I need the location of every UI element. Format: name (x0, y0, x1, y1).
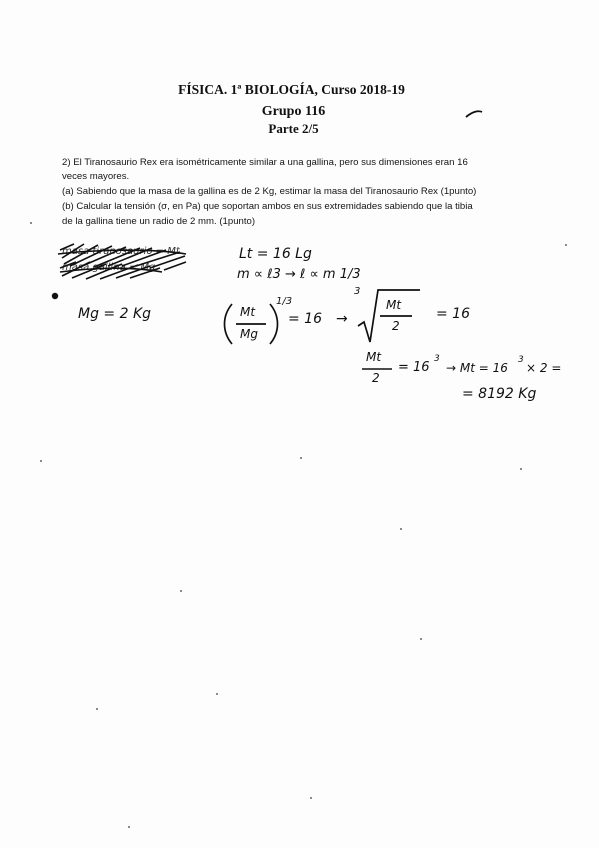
question-intro-line1: 2) El Tiranosaurio Rex era isométricamente similar a una gallina, pero sus dimensiones eran 16 (62, 157, 468, 168)
question-item-b-line2: de la gallina tiene un radio de 2 mm. (1punto) (62, 216, 256, 227)
crossed-out-line1: masa tiranosaurio = Mt (62, 246, 180, 257)
final-exponent-1: 3 (434, 354, 440, 364)
scan-speck (310, 797, 312, 799)
question-intro-line2: veces mayores. (62, 171, 130, 182)
scan-speck (40, 460, 42, 462)
scan-speck (300, 457, 302, 459)
scan-speck (565, 244, 567, 246)
question-item-a: (a) Sabiendo que la masa de la gallina es de 2 Kg, estimar la masa del Tiranosaurio Rex (1punto) (62, 186, 477, 197)
cube-root-equals: = 16 (436, 306, 470, 322)
mass-length-proportionality: m ∝ ℓ3 → ℓ ∝ m 1/3 (237, 267, 361, 282)
question-item-b-line1: (b) Calcular la tensión (σ, en Pa) que soportan ambos en sus extremidades sabiendo que la tibia (62, 201, 473, 212)
part-label: Parte 2/5 (268, 121, 319, 136)
final-denominator: 2 (372, 371, 380, 385)
crossed-out-line2: masa gallina = Mg (62, 262, 156, 273)
scan-speck (30, 222, 32, 224)
scan-speck (520, 468, 522, 470)
crossout-scribble (58, 244, 186, 279)
ratio-numerator: Mt (240, 305, 256, 319)
final-exponent-2: 3 (518, 355, 524, 365)
scan-speck (400, 528, 402, 530)
cube-root-index: 3 (354, 286, 361, 297)
scan-speck (216, 693, 218, 695)
length-relation: Lt = 16 Lg (239, 246, 312, 262)
group-label: Grupo 116 (261, 104, 326, 119)
ratio-denominator: Mg (240, 327, 258, 341)
final-equals-2: → Mt = 16 (446, 361, 508, 375)
scan-speck (96, 708, 98, 710)
final-numerator: Mt (366, 350, 382, 364)
implies-arrow: → (336, 311, 348, 327)
hen-mass: Mg = 2 Kg (78, 306, 152, 322)
scan-speck (180, 590, 182, 592)
ink-blot (52, 293, 58, 299)
scan-speck (128, 826, 130, 828)
pen-mark (466, 111, 482, 117)
cube-root-denominator: 2 (392, 319, 400, 333)
final-equals-3: × 2 = (526, 361, 562, 375)
exam-title: FÍSICA. 1ª BIOLOGÍA, Curso 2018-19 (178, 82, 405, 97)
scan-speck (420, 638, 422, 640)
ratio-equals: = 16 (288, 311, 322, 327)
cube-root-numerator: Mt (386, 298, 402, 312)
final-result: = 8192 Kg (462, 386, 537, 402)
final-equals-1: = 16 (398, 360, 430, 375)
ratio-exponent: 1/3 (276, 296, 293, 307)
